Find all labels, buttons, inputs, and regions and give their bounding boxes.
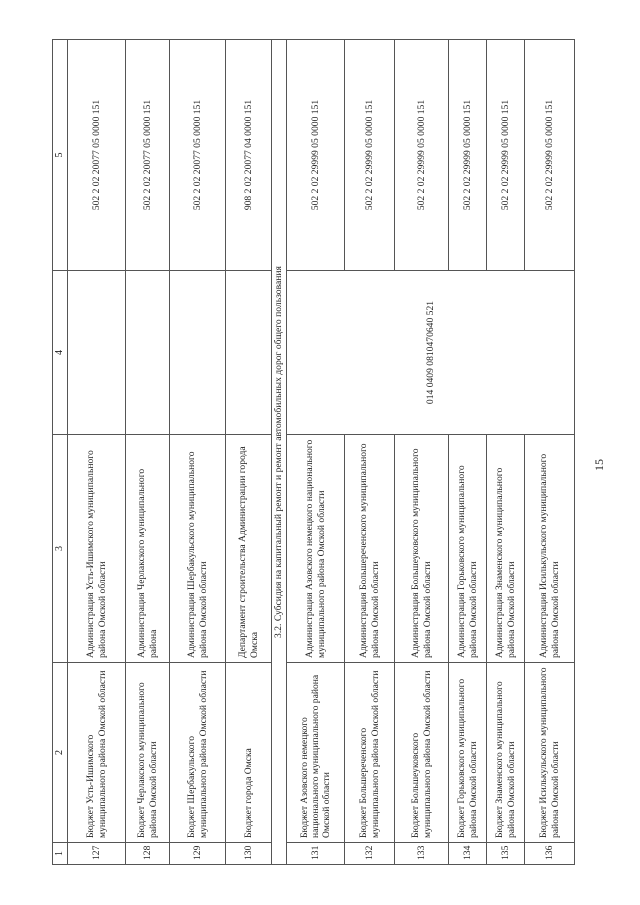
table-row <box>345 40 395 865</box>
admin-cell: Департамент строительства Администрации города Омска <box>226 435 272 663</box>
table-row <box>395 40 449 865</box>
row-number: 129 <box>170 843 226 865</box>
budget-code-cell: 502 2 02 29999 05 0000 151 <box>487 40 525 271</box>
row-number: 127 <box>68 843 126 865</box>
row-number: 134 <box>449 843 487 865</box>
header-cell: 3 <box>53 435 68 663</box>
table-row <box>449 40 487 865</box>
table-row <box>170 40 226 865</box>
admin-cell: Администрация Большеуковского муниципального района Омской области <box>395 435 449 663</box>
budget-cell: Бюджет Черлакского муниципального района Омской области <box>126 663 170 843</box>
code-cell-empty <box>68 271 126 435</box>
row-number: 132 <box>345 843 395 865</box>
admin-cell: Администрация Азовского немецкого национального муниципального района Омской области <box>287 435 345 663</box>
admin-cell: Администрация Знаменского муниципального района Омской области <box>487 435 525 663</box>
row-number: 133 <box>395 843 449 865</box>
header-row <box>53 40 68 865</box>
budget-cell: Бюджет Шербакульского муниципального района Омской области <box>170 663 226 843</box>
code-cell-empty <box>170 271 226 435</box>
budget-code-cell: 502 2 02 29999 05 0000 151 <box>395 40 449 271</box>
budget-cell: Бюджет Большеуковского муниципального района Омской области <box>395 663 449 843</box>
row-number: 130 <box>226 843 272 865</box>
budget-cell: Бюджет Азовского немецкого национального муниципального района Омской области <box>287 663 345 843</box>
budget-code-cell: 502 2 02 29999 05 0000 151 <box>525 40 575 271</box>
budget-cell: Бюджет Большереченского муниципального района Омской области <box>345 663 395 843</box>
admin-cell: Администрация Усть-Ишимского муниципального района Омской области <box>68 435 126 663</box>
row-number: 131 <box>287 843 345 865</box>
subsidy-table <box>52 39 575 865</box>
header-cell: 4 <box>53 271 68 435</box>
budget-cell: Бюджет Исилькульского муниципального района Омской области <box>525 663 575 843</box>
section-row <box>272 40 287 865</box>
budget-code-cell: 908 2 02 20077 04 0000 151 <box>226 40 272 271</box>
header-cell: 5 <box>53 40 68 271</box>
section-title: 3.2. Субсидия на капитальный ремонт и ремонт автомобильных дорог общего пользования <box>272 40 287 865</box>
page-number: 15 <box>592 459 606 471</box>
admin-cell: Администрация Большереченского муниципального района Омской области <box>345 435 395 663</box>
budget-cell: Бюджет Усть-Ишимского муниципального района Омской области <box>68 663 126 843</box>
admin-cell: Администрация Исилькульского муниципального района Омской области <box>525 435 575 663</box>
header-cell: 2 <box>53 663 68 843</box>
budget-code-cell: 502 2 02 20077 05 0000 151 <box>170 40 226 271</box>
admin-cell: Администрация Черлакского муниципального района <box>126 435 170 663</box>
table-row <box>287 40 345 865</box>
budget-cell: Бюджет города Омска <box>226 663 272 843</box>
row-number: 136 <box>525 843 575 865</box>
budget-code-cell: 502 2 02 29999 05 0000 151 <box>287 40 345 271</box>
table-row <box>525 40 575 865</box>
merged-code-cell: 014 0409 0810470640 521 <box>287 271 575 435</box>
budget-code-cell: 502 2 02 20077 05 0000 151 <box>126 40 170 271</box>
row-number: 128 <box>126 843 170 865</box>
admin-cell: Администрация Горьковского муниципального района Омской области <box>449 435 487 663</box>
budget-code-cell: 502 2 02 29999 05 0000 151 <box>449 40 487 271</box>
admin-cell: Администрация Шербакульского муниципального района Омской области <box>170 435 226 663</box>
code-cell-empty <box>226 271 272 435</box>
header-cell: 1 <box>53 843 68 865</box>
table-row <box>68 40 126 865</box>
budget-cell: Бюджет Знаменского муниципального района Омской области <box>487 663 525 843</box>
code-cell-empty <box>126 271 170 435</box>
budget-code-cell: 502 2 02 20077 05 0000 151 <box>68 40 126 271</box>
budget-cell: Бюджет Горьковского муниципального района Омской области <box>449 663 487 843</box>
table-row <box>226 40 272 865</box>
row-number: 135 <box>487 843 525 865</box>
budget-code-cell: 502 2 02 29999 05 0000 151 <box>345 40 395 271</box>
table-row <box>126 40 170 865</box>
table-row <box>487 40 525 865</box>
